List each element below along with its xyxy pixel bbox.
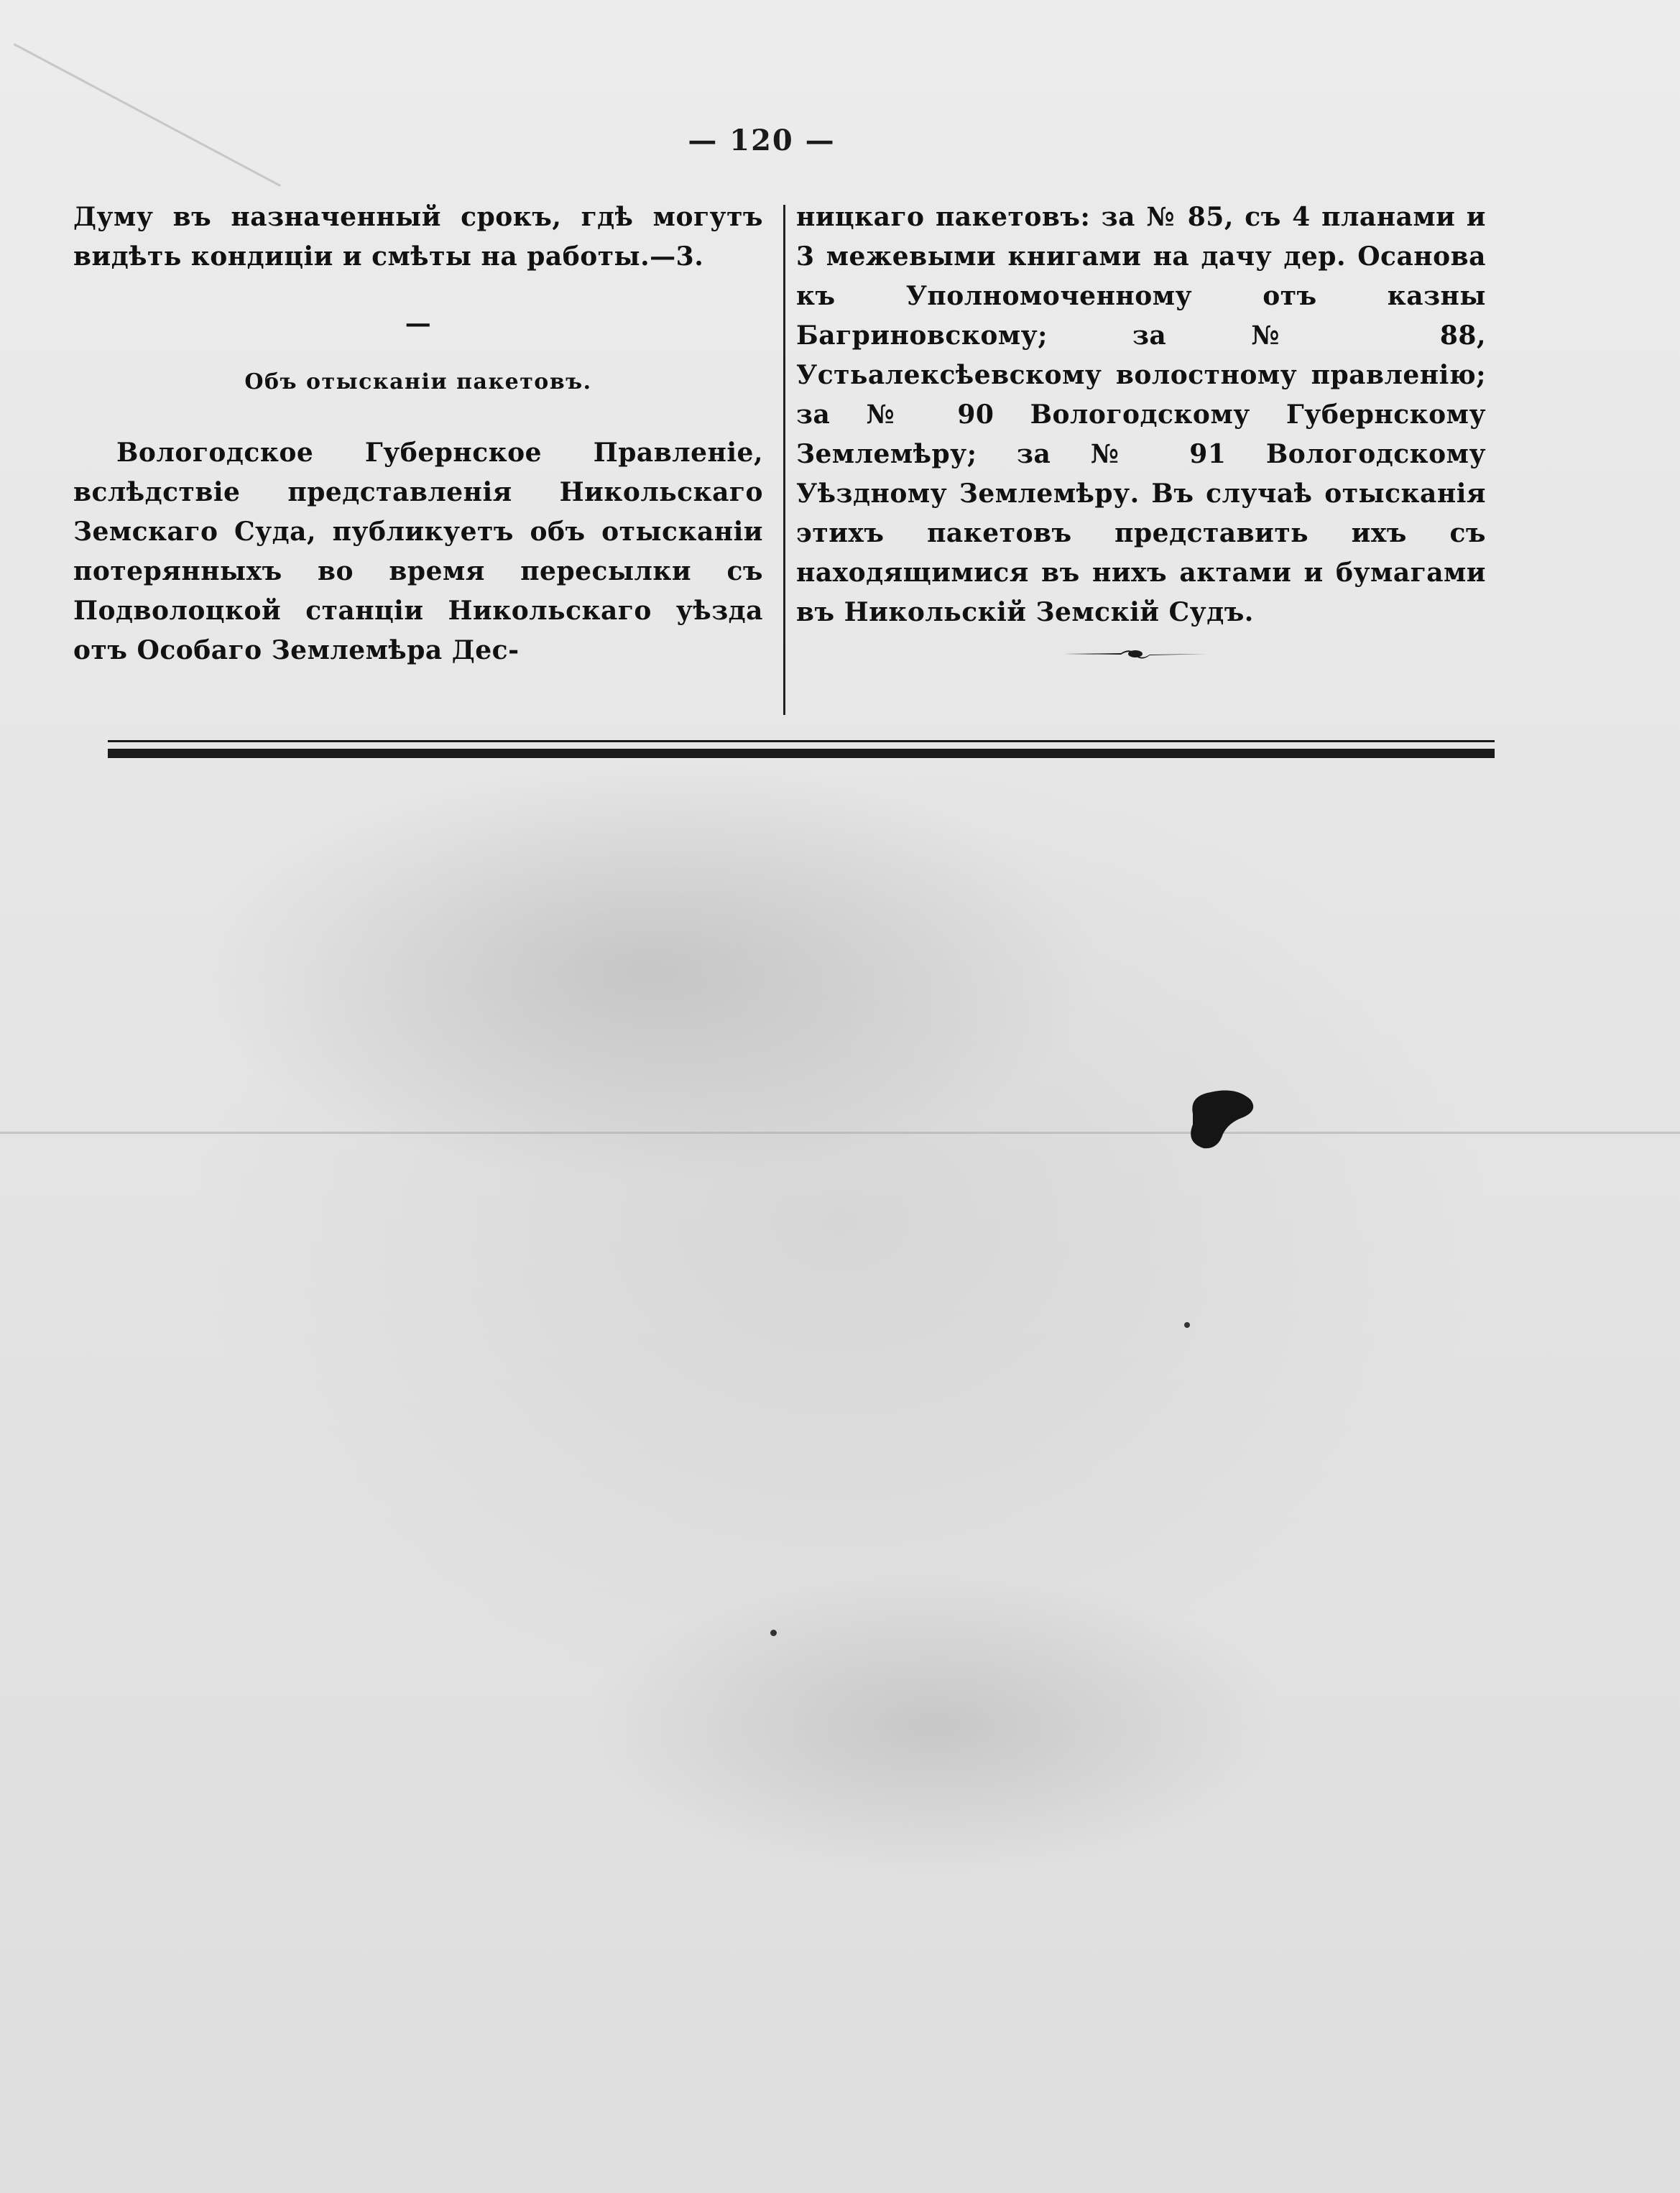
ink-speck — [1184, 1322, 1190, 1328]
section-separator: — — [405, 308, 432, 338]
paper-fold-line — [0, 1132, 1680, 1134]
right-paragraph-continuation: ницкаго пакетовъ: за № 85, съ 4 планами и 3 межевыми книгами на дачу дер. Осанова къ Уполномоченному отъ казны Багриновскому; за № 88, Устьалексѣевскому волостному правленію; за № 90 Вологодскому Губернскому Землемѣру; за № 91 Вологодскому Уѣздному Землемѣру. Въ случаѣ отысканія этихъ пакетовъ представить ихъ съ находящимися въ нихъ актами и бумагами въ Никольскій Земскій Судъ. — [796, 202, 1486, 627]
bottom-rule-thick — [108, 749, 1495, 758]
ink-speck — [770, 1630, 777, 1636]
left-column — [73, 198, 763, 670]
page-number: — 120 — — [688, 124, 836, 157]
ink-blot — [1178, 1085, 1257, 1153]
bottom-rule-thin — [108, 740, 1495, 742]
left-paragraph-continuation: Думу въ назначенный срокъ, гдѣ могутъ видѣть кондиціи и смѣты на работы.—3. — [73, 202, 763, 272]
section-heading: Объ отысканіи пакетовъ. — [244, 369, 592, 394]
column-divider — [783, 205, 785, 715]
left-paragraph-notice: Вологодское Губернское Правленіе, вслѣдствіе представленія Никольскаго Земскаго Суда, публикуетъ объ отысканіи потерянныхъ во время пересылки съ Подволоцкой станціи Никольскаго уѣзда отъ Особаго Землемѣра Дес- — [73, 438, 763, 665]
right-column — [796, 198, 1486, 632]
ornament-divider — [1063, 643, 1207, 665]
paper-crease — [14, 43, 281, 187]
